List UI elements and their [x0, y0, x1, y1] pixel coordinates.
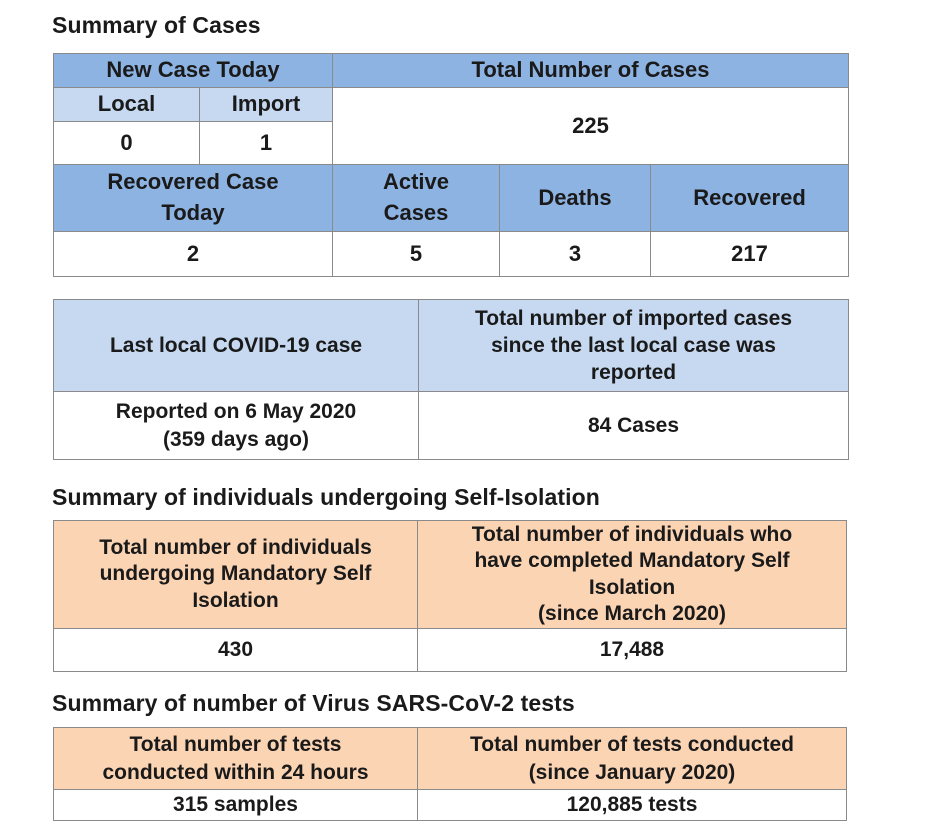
total-cases-header: Total Number of Cases [333, 54, 849, 88]
tests-since-jan-since: (since January 2020) [528, 760, 736, 784]
tests-since-jan-header [418, 728, 847, 790]
tests-since-jan-value: 120,885 tests [418, 790, 847, 821]
last-local-case-value [54, 392, 419, 460]
tests-since-jan-label: Total number of tests conducted [470, 733, 794, 757]
tests-24h-value: 315 samples [54, 790, 418, 821]
recovered-value: 217 [651, 232, 849, 277]
active-cases-header: Active Cases [333, 165, 500, 232]
tests-heading: Summary of number of Virus SARS-CoV-2 tests [52, 690, 575, 716]
completed-isolation-value: 17,488 [418, 629, 847, 672]
self-isolation-heading: Summary of individuals undergoing Self-Isolation [52, 484, 600, 510]
completed-isolation-since: (since March 2020) [538, 601, 726, 625]
last-case-table [53, 299, 849, 460]
days-ago-line: (359 days ago) [163, 427, 309, 451]
deaths-value: 3 [500, 232, 651, 277]
local-header: Local [54, 88, 200, 122]
active-cases-value: 5 [333, 232, 500, 277]
imported-since-header: Total number of imported cases since the last local case was reported [419, 300, 849, 392]
self-isolation-table [53, 520, 847, 672]
new-case-today-header: New Case Today [54, 54, 333, 88]
undergoing-isolation-header: Total number of individuals undergoing Mandatory Self Isolation [54, 521, 418, 629]
undergoing-isolation-value: 430 [54, 629, 418, 672]
local-value: 0 [54, 122, 200, 165]
last-local-case-header: Last local COVID-19 case [54, 300, 419, 392]
total-cases-value: 225 [333, 88, 849, 165]
import-header: Import [200, 88, 333, 122]
tests-table [53, 727, 847, 821]
imported-since-value: 84 Cases [419, 392, 849, 460]
deaths-header: Deaths [500, 165, 651, 232]
completed-isolation-header [418, 521, 847, 629]
import-value: 1 [200, 122, 333, 165]
tests-24h-header: Total number of tests conducted within 24 hours [54, 728, 418, 790]
cases-summary-table [53, 53, 849, 277]
reported-date-line: Reported on 6 May 2020 [115, 400, 357, 424]
recovered-today-header: Recovered Case Today [54, 165, 333, 232]
recovered-header: Recovered [651, 165, 849, 232]
completed-isolation-label: Total number of individuals who have completed Mandatory Self Isolation [471, 523, 793, 599]
cases-summary-heading: Summary of Cases [52, 12, 261, 38]
recovered-today-value: 2 [54, 232, 333, 277]
